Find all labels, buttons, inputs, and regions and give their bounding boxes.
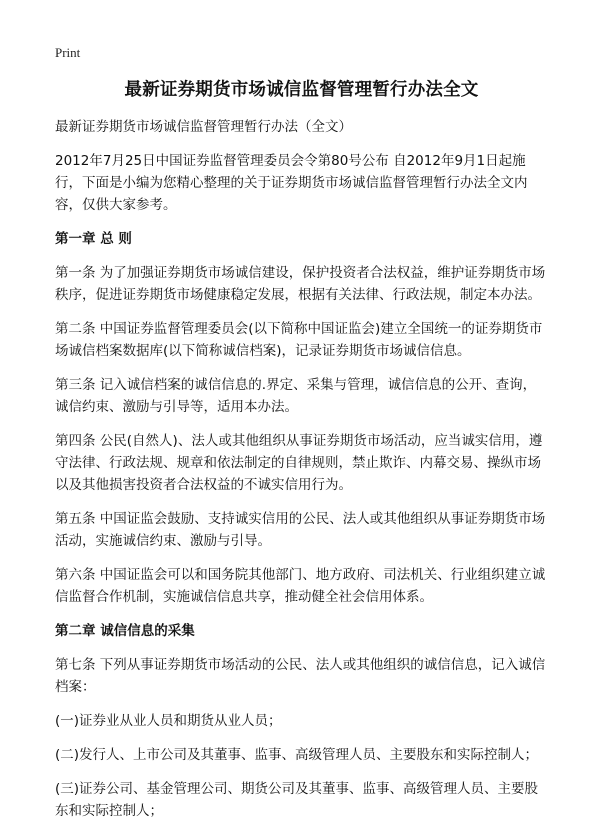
article-5: 第五条 中国证监会鼓励、支持诚实信用的公民、法人或其他组织从事证券期货市场活动，实施诚信约束、激励与引导。: [55, 511, 546, 549]
article-2: 第二条 中国证券监督管理委员会(以下简称中国证监会)建立全国统一的证券期货市场诚信档案数据库(以下简称诚信档案)，记录证券期货市场诚信信息。: [55, 321, 543, 359]
list-item-3: (三)证券公司、基金管理公司、期货公司及其董事、监事、高级管理人员、主要股东和实际控制人；: [55, 781, 539, 819]
article-3: 第三条 记入诚信档案的诚信信息的.界定、采集与管理，诚信信息的公开、查询，诚信约束、激励与引导等，适用本办法。: [55, 377, 537, 415]
chapter-2-heading: 第二章 诚信信息的采集: [55, 623, 195, 639]
chapter-1-heading: 第一章 总 则: [55, 231, 132, 247]
article-1: 第一条 为了加强证券期货市场诚信建设，保护投资者合法权益，维护证券期货市场秩序，促进证券期货市场健康稳定发展，根据有关法律、行政法规，制定本办法。: [55, 265, 546, 303]
document-subtitle: 最新证券期货市场诚信监督管理暂行办法（全文）: [55, 119, 352, 135]
list-item-2: (二)发行人、上市公司及其董事、监事、高级管理人员、主要股东和实际控制人；: [55, 747, 539, 763]
list-item-1: (一)证券业从业人员和期货从业人员；: [55, 713, 282, 729]
article-6: 第六条 中国证监会可以和国务院其他部门、地方政府、司法机关、行业组织建立诚信监督合作机制，实施诚信信息共享，推动健全社会信用体系。: [55, 567, 546, 605]
print-link[interactable]: Print: [55, 45, 81, 60]
document-title: 最新证券期货市场诚信监督管理暂行办法全文: [124, 80, 479, 100]
intro-paragraph: 2012年7月25日中国证券监督管理委员会令第80号公布 自2012年9月1日起施行，下面是小编为您精心整理的关于证券期货市场诚信监督管理暂行办法全文内容，仅供大家参考。: [55, 153, 528, 213]
article-7: 第七条 下列从事证券期货市场活动的公民、法人或其他组织的诚信信息，记入诚信档案：: [55, 657, 546, 695]
article-4: 第四条 公民(自然人)、法人或其他组织从事证券期货市场活动，应当诚实信用，遵守法律、行政法规、规章和依法制定的自律规则，禁止欺诈、内幕交易、操纵市场以及其他损害投资者合法权益的不诚实信用行为。: [55, 433, 543, 493]
